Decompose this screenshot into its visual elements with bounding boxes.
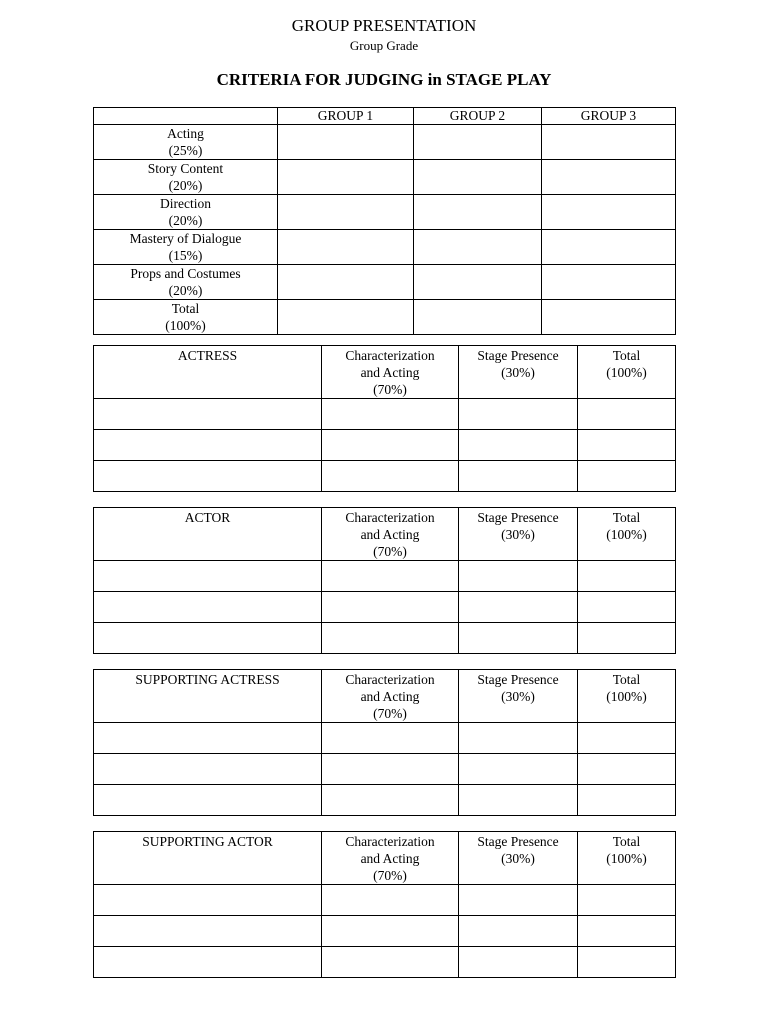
actor-table	[93, 507, 676, 654]
table-row	[94, 230, 676, 265]
criterion-label: Acting	[167, 126, 204, 141]
header-percent: (70%)	[373, 544, 407, 559]
score-cell[interactable]	[459, 623, 578, 654]
header-percent: (30%)	[501, 527, 535, 542]
score-cell[interactable]	[459, 561, 578, 592]
score-cell[interactable]	[578, 430, 676, 461]
table-row	[94, 754, 676, 785]
score-cell[interactable]	[322, 561, 459, 592]
criterion-label: Total	[171, 301, 200, 316]
table-row	[94, 561, 676, 592]
table-row	[94, 300, 676, 335]
page-subtitle: Group Grade	[349, 38, 419, 53]
header-line: and Acting	[360, 365, 420, 380]
criterion-label: Mastery of Dialogue	[129, 231, 242, 246]
score-cell[interactable]	[278, 160, 414, 195]
header-line: Total	[612, 834, 641, 849]
table-row	[94, 125, 676, 160]
score-cell[interactable]	[542, 265, 676, 300]
table-header-row	[94, 508, 676, 561]
score-cell[interactable]	[278, 195, 414, 230]
score-cell[interactable]	[578, 723, 676, 754]
table-header-row	[94, 670, 676, 723]
score-cell[interactable]	[459, 754, 578, 785]
criterion-cell-story-content	[94, 160, 278, 195]
criterion-label: Direction	[160, 196, 211, 211]
column-header-group-1: GROUP 1	[278, 108, 414, 125]
criterion-percent: (25%)	[168, 143, 203, 158]
header-line: and Acting	[360, 689, 420, 704]
stage-presence-header	[459, 508, 578, 561]
score-cell[interactable]	[278, 230, 414, 265]
name-cell[interactable]	[94, 399, 322, 430]
header-percent: (70%)	[373, 706, 407, 721]
criterion-percent: (15%)	[168, 248, 203, 263]
table-row	[94, 723, 676, 754]
characterization-header	[322, 508, 459, 561]
header-percent: (100%)	[606, 365, 647, 380]
score-cell[interactable]	[278, 125, 414, 160]
score-cell[interactable]	[278, 265, 414, 300]
column-header-group-3: GROUP 3	[542, 108, 676, 125]
table-row	[94, 916, 676, 947]
score-cell[interactable]	[414, 230, 542, 265]
supporting-actor-table	[93, 831, 676, 978]
score-cell[interactable]	[322, 785, 459, 816]
category-header: SUPPORTING ACTOR	[94, 832, 322, 885]
table-row	[94, 623, 676, 654]
criterion-percent: (100%)	[165, 318, 206, 333]
table-header-row	[94, 832, 676, 885]
score-cell[interactable]	[322, 916, 459, 947]
score-cell[interactable]	[278, 300, 414, 335]
table-row	[94, 785, 676, 816]
name-cell[interactable]	[94, 754, 322, 785]
supporting-actress-table	[93, 669, 676, 816]
category-header: ACTOR	[94, 508, 322, 561]
criterion-percent: (20%)	[168, 178, 203, 193]
header-percent: (30%)	[501, 851, 535, 866]
column-header-group-2: GROUP 2	[414, 108, 542, 125]
score-cell[interactable]	[578, 623, 676, 654]
table-row	[94, 947, 676, 978]
score-cell[interactable]	[578, 592, 676, 623]
name-cell[interactable]	[94, 916, 322, 947]
characterization-header	[322, 832, 459, 885]
name-cell[interactable]	[94, 785, 322, 816]
score-cell[interactable]	[322, 592, 459, 623]
header-line: Characterization	[345, 510, 435, 525]
header-line: Characterization	[345, 348, 435, 363]
name-cell[interactable]	[94, 430, 322, 461]
header-percent: (100%)	[606, 527, 647, 542]
score-cell[interactable]	[459, 399, 578, 430]
table-row	[94, 461, 676, 492]
header-percent: (70%)	[373, 382, 407, 397]
header-line: Stage Presence	[477, 672, 559, 687]
stage-presence-header	[459, 346, 578, 399]
header-percent: (70%)	[373, 868, 407, 883]
criteria-heading: CRITERIA FOR JUDGING in STAGE PLAY	[216, 70, 552, 89]
header-line: Characterization	[345, 672, 435, 687]
name-cell[interactable]	[94, 723, 322, 754]
score-cell[interactable]	[542, 125, 676, 160]
header-line: Stage Presence	[477, 834, 559, 849]
category-header: ACTRESS	[94, 346, 322, 399]
table-row	[94, 430, 676, 461]
score-cell[interactable]	[322, 754, 459, 785]
score-cell[interactable]	[459, 885, 578, 916]
score-cell[interactable]	[322, 947, 459, 978]
total-header	[578, 832, 676, 885]
name-cell[interactable]	[94, 623, 322, 654]
score-cell[interactable]	[578, 916, 676, 947]
table-row	[94, 592, 676, 623]
table-row	[94, 399, 676, 430]
page-title: GROUP PRESENTATION	[291, 16, 477, 35]
score-cell[interactable]	[414, 125, 542, 160]
score-cell[interactable]	[322, 623, 459, 654]
score-cell[interactable]	[322, 461, 459, 492]
criterion-label: Story Content	[147, 161, 224, 176]
characterization-header	[322, 346, 459, 399]
criterion-cell-props-and-costumes	[94, 265, 278, 300]
total-header	[578, 670, 676, 723]
score-cell[interactable]	[322, 399, 459, 430]
name-cell[interactable]	[94, 561, 322, 592]
score-cell[interactable]	[542, 195, 676, 230]
group-criteria-table	[93, 107, 676, 335]
score-cell[interactable]	[459, 430, 578, 461]
score-cell[interactable]	[578, 399, 676, 430]
criterion-percent: (20%)	[168, 283, 203, 298]
score-cell[interactable]	[414, 195, 542, 230]
total-header	[578, 508, 676, 561]
score-cell[interactable]	[578, 754, 676, 785]
name-cell[interactable]	[94, 592, 322, 623]
table-row	[94, 160, 676, 195]
header-percent: (30%)	[501, 365, 535, 380]
table-header-row	[94, 346, 676, 399]
score-cell[interactable]	[459, 785, 578, 816]
score-cell[interactable]	[414, 300, 542, 335]
score-cell[interactable]	[578, 947, 676, 978]
name-cell[interactable]	[94, 947, 322, 978]
header-line: Stage Presence	[477, 348, 559, 363]
actress-table	[93, 345, 676, 492]
header-percent: (100%)	[606, 851, 647, 866]
header-line: Total	[612, 672, 641, 687]
score-cell[interactable]	[414, 265, 542, 300]
total-header	[578, 346, 676, 399]
characterization-header	[322, 670, 459, 723]
criterion-cell-total	[94, 300, 278, 335]
header-line: Stage Presence	[477, 510, 559, 525]
header-line: Total	[612, 348, 641, 363]
header-line: Total	[612, 510, 641, 525]
score-cell[interactable]	[322, 723, 459, 754]
header-line: and Acting	[360, 527, 420, 542]
score-cell[interactable]	[578, 461, 676, 492]
criterion-cell-direction	[94, 195, 278, 230]
score-cell[interactable]	[322, 430, 459, 461]
name-cell[interactable]	[94, 885, 322, 916]
stage-presence-header	[459, 832, 578, 885]
column-header-blank	[94, 108, 278, 125]
score-cell[interactable]	[542, 160, 676, 195]
criterion-cell-mastery-of-dialogue	[94, 230, 278, 265]
score-cell[interactable]	[322, 885, 459, 916]
name-cell[interactable]	[94, 461, 322, 492]
score-cell[interactable]	[459, 723, 578, 754]
criterion-percent: (20%)	[168, 213, 203, 228]
header-percent: (30%)	[501, 689, 535, 704]
score-cell[interactable]	[578, 785, 676, 816]
score-cell[interactable]	[542, 300, 676, 335]
table-row	[94, 885, 676, 916]
score-cell[interactable]	[459, 916, 578, 947]
header-line: and Acting	[360, 851, 420, 866]
table-row	[94, 195, 676, 230]
score-cell[interactable]	[459, 947, 578, 978]
score-cell[interactable]	[459, 461, 578, 492]
header-line: Characterization	[345, 834, 435, 849]
score-cell[interactable]	[578, 885, 676, 916]
score-cell[interactable]	[459, 592, 578, 623]
table-row	[94, 265, 676, 300]
score-cell[interactable]	[542, 230, 676, 265]
stage-presence-header	[459, 670, 578, 723]
criterion-cell-acting	[94, 125, 278, 160]
header-percent: (100%)	[606, 689, 647, 704]
table-header-row	[94, 108, 676, 125]
score-cell[interactable]	[578, 561, 676, 592]
score-cell[interactable]	[414, 160, 542, 195]
category-header: SUPPORTING ACTRESS	[94, 670, 322, 723]
criterion-label: Props and Costumes	[130, 266, 241, 281]
